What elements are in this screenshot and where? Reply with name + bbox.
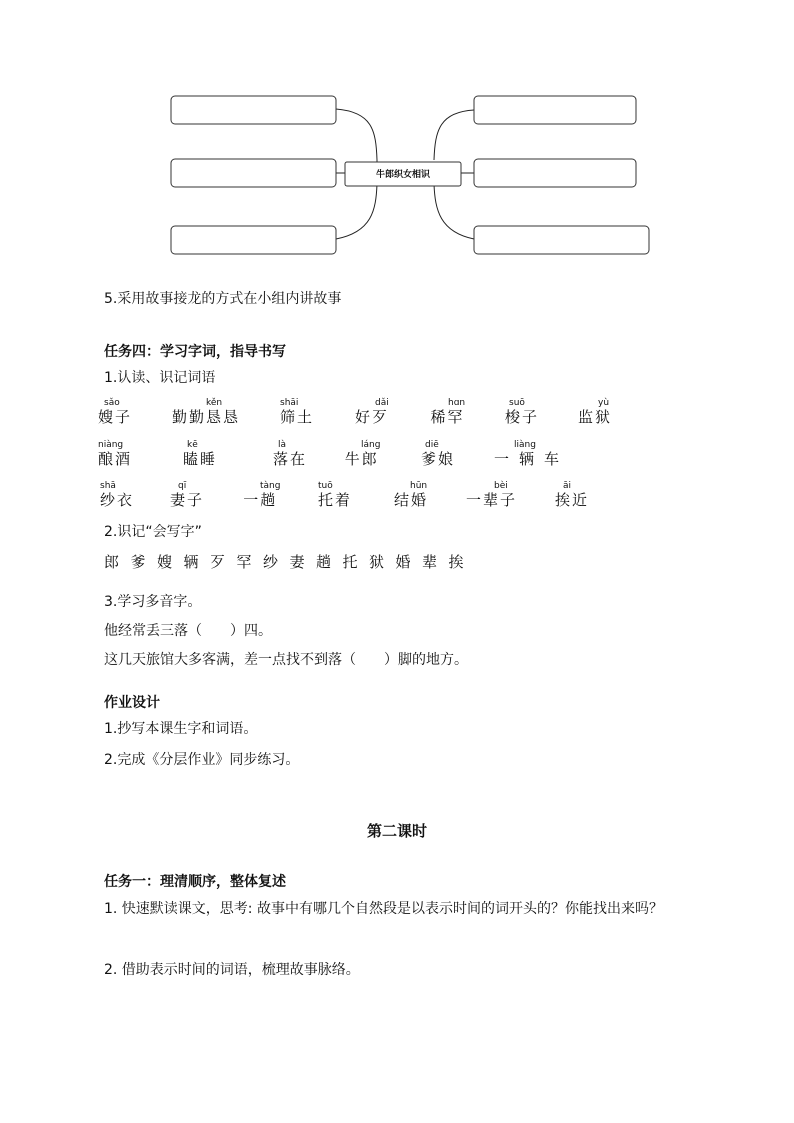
write-char: 嫂: [157, 553, 173, 571]
write-char: 挨: [448, 553, 464, 571]
mind-map-left-box-2: [171, 159, 336, 187]
homework-item1: 1.抄写本课生字和词语。: [104, 721, 258, 737]
polyphone-sentence-1: 他经常丢三落（ ）四。: [104, 623, 272, 639]
vocab-word: hɑn 稀罕: [430, 398, 466, 426]
vocab-word: shāi 筛土: [280, 398, 315, 426]
write-char: 趟: [316, 553, 332, 571]
vocab-word: qī 妻子: [170, 481, 205, 509]
polyphone-sentence-2: 这几天旅馆大多客满，差一点找不到落（ ）脚的地方。: [104, 652, 468, 668]
task4-item2: 2.识记“会写字”: [104, 524, 202, 540]
mind-map: [0, 0, 794, 300]
write-char: 爹: [130, 553, 146, 571]
write-char: 婚: [395, 553, 411, 571]
write-char: 罕: [236, 553, 252, 571]
task4-item1: 1.认读、识记词语: [104, 370, 216, 386]
write-char: 郎: [104, 553, 120, 571]
vocab-word: liàng 一辆车: [494, 440, 570, 468]
homework-item2: 2.完成《分层作业》同步练习。: [104, 752, 300, 768]
vocab-word: āi 挨近: [555, 481, 590, 509]
mind-map-left-box-1: [171, 96, 336, 124]
vocab-word: là 落在: [273, 440, 308, 468]
homework-heading: 作业设计: [104, 695, 160, 711]
vocab-word: hūn 结婚: [394, 481, 429, 509]
vocab-word: tuō 托着: [318, 481, 353, 509]
vocab-word: kěn 勤勤恳恳: [172, 398, 241, 426]
vocab-word: niàng 酿酒: [98, 440, 133, 468]
step-5-text: 5.采用故事接龙的方式在小组内讲故事: [104, 291, 342, 307]
vocab-word: diē 爹娘: [421, 440, 456, 468]
vocab-word: yù 监狱: [578, 398, 613, 426]
vocab-word: bèi 一辈子: [466, 481, 518, 509]
write-char: 纱: [263, 553, 279, 571]
vocab-word: tàng 一趟: [243, 481, 281, 509]
task4-heading: 任务四：学习字词，指导书写: [104, 344, 286, 360]
vocab-word: láng 牛郎: [344, 440, 381, 468]
write-char: 歹: [210, 553, 226, 571]
task4-item3: 3.学习多音字。: [104, 594, 202, 610]
lesson2-question-1: 1. 快速默读课文，思考: 故事中有哪几个自然段是以表示时间的词开头的？你能找出来吗？: [104, 901, 663, 917]
write-characters-list: [104, 553, 475, 571]
mind-map-right-box-2: [474, 159, 636, 187]
write-char: 托: [342, 553, 358, 571]
lesson2-task1-heading: 任务一：理清顺序，整体复述: [104, 874, 286, 890]
mind-map-right-box-1: [474, 96, 636, 124]
mind-map-center-label: 牛郎织女相识: [375, 170, 430, 180]
vocab-word: sǎo 嫂子: [98, 398, 133, 426]
vocab-word: dǎi 好歹: [355, 398, 390, 426]
vocab-word: kē 瞌睡: [183, 440, 218, 468]
vocab-word: suō 梭子: [505, 398, 540, 426]
mind-map-right-box-3: [474, 226, 649, 254]
write-char: 辆: [183, 553, 199, 571]
write-char: 辈: [422, 553, 438, 571]
write-char: 狱: [369, 553, 385, 571]
write-char: 妻: [289, 553, 305, 571]
lesson2-question-2: 2. 借助表示时间的词语，梳理故事脉络。: [104, 962, 360, 978]
vocab-word: shā 纱衣: [100, 481, 135, 509]
lesson-2-title: 第二课时: [366, 822, 427, 840]
mind-map-left-box-3: [171, 226, 336, 254]
